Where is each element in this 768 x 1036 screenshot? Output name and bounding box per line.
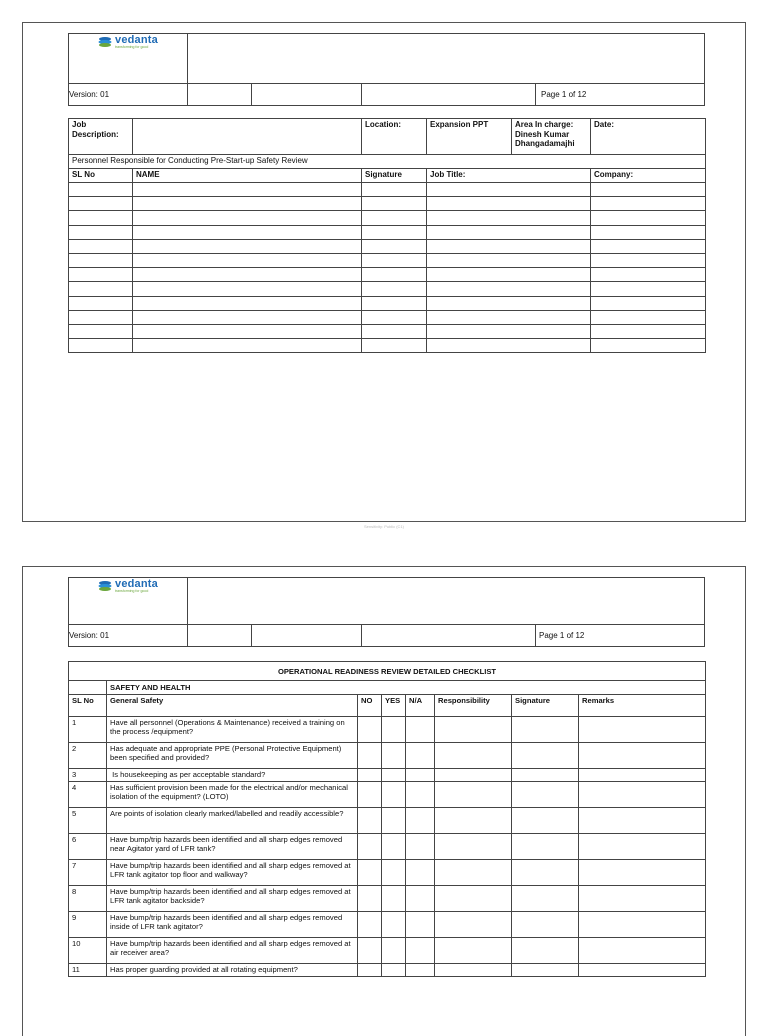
checklist-row xyxy=(69,938,706,964)
no-cell[interactable] xyxy=(358,938,382,964)
checklist-row xyxy=(69,912,706,938)
yes-cell[interactable] xyxy=(382,782,406,808)
personnel-cell[interactable] xyxy=(133,324,362,338)
personnel-cell[interactable] xyxy=(362,268,427,282)
no-cell[interactable] xyxy=(358,808,382,834)
checklist-rows xyxy=(69,717,706,977)
na-cell[interactable] xyxy=(406,717,435,743)
personnel-row xyxy=(69,324,706,338)
personnel-row xyxy=(69,197,706,211)
personnel-cell[interactable] xyxy=(69,339,133,353)
yes-cell[interactable] xyxy=(382,769,406,782)
personnel-heading: Personnel Responsible for Conducting Pre-Start-up Safety Review xyxy=(69,155,706,169)
brand-tagline: transforming for good xyxy=(115,589,149,593)
personnel-header-row: SL No NAME Signature Job Title: Company: xyxy=(69,169,706,183)
signature-cell[interactable] xyxy=(512,717,579,743)
na-cell[interactable] xyxy=(406,743,435,769)
na-cell[interactable] xyxy=(406,782,435,808)
yes-cell[interactable] xyxy=(382,938,406,964)
checklist-row xyxy=(69,834,706,860)
personnel-row xyxy=(69,183,706,197)
row-number: 11 xyxy=(69,964,107,977)
responsibility-cell[interactable] xyxy=(435,964,512,977)
checklist-title: OPERATIONAL READINESS REVIEW DETAILED CHECKLIST xyxy=(69,662,706,681)
responsibility-cell[interactable] xyxy=(435,912,512,938)
personnel-cell[interactable] xyxy=(69,239,133,253)
responsibility-cell[interactable] xyxy=(435,886,512,912)
na-cell[interactable] xyxy=(406,964,435,977)
remarks-cell[interactable] xyxy=(579,912,706,938)
no-cell[interactable] xyxy=(358,912,382,938)
personnel-cell[interactable] xyxy=(133,183,362,197)
personnel-cell[interactable] xyxy=(69,324,133,338)
header-title-cell-2 xyxy=(188,578,705,625)
no-cell[interactable] xyxy=(358,964,382,977)
document-page-1 xyxy=(22,22,746,522)
personnel-cell[interactable] xyxy=(427,282,591,296)
personnel-cell[interactable] xyxy=(133,268,362,282)
row-number: 6 xyxy=(69,834,107,860)
personnel-cell[interactable] xyxy=(362,310,427,324)
personnel-cell[interactable] xyxy=(69,225,133,239)
brand-name: vedanta xyxy=(115,34,158,46)
checklist-question: Have bump/trip hazards been identified and all sharp edges removed near Agitator yard of LFR tank? xyxy=(107,834,358,860)
personnel-blank-rows xyxy=(69,183,706,353)
na-cell[interactable] xyxy=(406,808,435,834)
no-cell[interactable] xyxy=(358,769,382,782)
personnel-cell[interactable] xyxy=(133,239,362,253)
signature-cell[interactable] xyxy=(512,834,579,860)
personnel-cell[interactable] xyxy=(591,282,706,296)
section-heading: SAFETY AND HEALTH xyxy=(107,681,706,695)
personnel-cell[interactable] xyxy=(591,310,706,324)
document-page-2 xyxy=(22,566,746,1036)
personnel-cell[interactable] xyxy=(69,310,133,324)
personnel-cell[interactable] xyxy=(133,197,362,211)
remarks-cell[interactable] xyxy=(579,743,706,769)
personnel-cell[interactable] xyxy=(69,268,133,282)
remarks-cell[interactable] xyxy=(579,782,706,808)
checklist-question: Has sufficient provision been made for the electrical and/or mechanical isolation of the equipment? (LOTO) xyxy=(107,782,358,808)
na-cell[interactable] xyxy=(406,834,435,860)
personnel-row xyxy=(69,268,706,282)
personnel-cell[interactable] xyxy=(362,339,427,353)
personnel-cell[interactable] xyxy=(362,239,427,253)
personnel-row xyxy=(69,225,706,239)
remarks-cell[interactable] xyxy=(579,808,706,834)
date-label: Date: xyxy=(591,119,706,155)
personnel-cell[interactable] xyxy=(427,225,591,239)
row-number: 9 xyxy=(69,912,107,938)
personnel-cell[interactable] xyxy=(133,225,362,239)
sensitivity-mark: Sensitivity: Public (C1) xyxy=(363,524,404,529)
yes-cell[interactable] xyxy=(382,808,406,834)
checklist-question: Have bump/trip hazards been identified and all sharp edges removed inside of LFR tank agitator? xyxy=(107,912,358,938)
yes-cell[interactable] xyxy=(382,717,406,743)
yes-cell[interactable] xyxy=(382,743,406,769)
no-cell[interactable] xyxy=(358,717,382,743)
responsibility-cell[interactable] xyxy=(435,938,512,964)
personnel-cell[interactable] xyxy=(69,282,133,296)
vedanta-logo-icon xyxy=(98,36,112,48)
checklist-question: Has adequate and appropriate PPE (Personal Protective Equipment) been specified and provided? xyxy=(107,743,358,769)
personnel-cell[interactable] xyxy=(591,296,706,310)
signature-cell[interactable] xyxy=(512,743,579,769)
checklist-row xyxy=(69,717,706,743)
personnel-cell[interactable] xyxy=(362,197,427,211)
row-number: 4 xyxy=(69,782,107,808)
personnel-cell[interactable] xyxy=(362,324,427,338)
document-header-table xyxy=(68,33,705,106)
responsibility-cell[interactable] xyxy=(435,782,512,808)
checklist-question: Has proper guarding provided at all rotating equipment? xyxy=(107,964,358,977)
personnel-cell[interactable] xyxy=(427,310,591,324)
personnel-cell[interactable] xyxy=(427,324,591,338)
checklist-question: Have bump/trip hazards been identified and all sharp edges removed at LFR tank agitator backside? xyxy=(107,886,358,912)
checklist-row xyxy=(69,769,706,782)
remarks-cell[interactable] xyxy=(579,860,706,886)
checklist-row xyxy=(69,743,706,769)
personnel-cell[interactable] xyxy=(133,296,362,310)
na-cell[interactable] xyxy=(406,938,435,964)
checklist-table xyxy=(68,661,706,977)
na-cell[interactable] xyxy=(406,769,435,782)
personnel-cell[interactable] xyxy=(591,324,706,338)
checklist-row xyxy=(69,808,706,834)
personnel-cell[interactable] xyxy=(427,197,591,211)
header-title-cell xyxy=(188,34,705,84)
signature-cell[interactable] xyxy=(512,912,579,938)
responsibility-cell[interactable] xyxy=(435,808,512,834)
brand-name: vedanta xyxy=(115,578,158,590)
personnel-cell[interactable] xyxy=(362,282,427,296)
vedanta-logo-icon xyxy=(98,580,112,592)
personnel-cell[interactable] xyxy=(427,183,591,197)
location-value: Expansion PPT xyxy=(427,119,512,155)
no-cell[interactable] xyxy=(358,743,382,769)
personnel-cell[interactable] xyxy=(427,268,591,282)
remarks-cell[interactable] xyxy=(579,938,706,964)
personnel-cell[interactable] xyxy=(591,197,706,211)
personnel-row xyxy=(69,211,706,225)
personnel-cell[interactable] xyxy=(427,296,591,310)
personnel-row xyxy=(69,239,706,253)
personnel-cell[interactable] xyxy=(69,296,133,310)
personnel-cell[interactable] xyxy=(133,211,362,225)
personnel-row xyxy=(69,339,706,353)
signature-cell[interactable] xyxy=(512,782,579,808)
row-number: 1 xyxy=(69,717,107,743)
signature-cell[interactable] xyxy=(512,886,579,912)
version-label: Version: 01 xyxy=(69,84,188,106)
area-in-charge: Area In charge: Dinesh Kumar Dhangadamajhi xyxy=(512,119,591,155)
remarks-cell[interactable] xyxy=(579,717,706,743)
yes-cell[interactable] xyxy=(382,860,406,886)
remarks-cell[interactable] xyxy=(579,769,706,782)
na-cell[interactable] xyxy=(406,912,435,938)
personnel-row xyxy=(69,310,706,324)
remarks-cell[interactable] xyxy=(579,964,706,977)
personnel-cell[interactable] xyxy=(362,296,427,310)
document-header-table-2 xyxy=(68,577,705,647)
row-number: 8 xyxy=(69,886,107,912)
logo-cell xyxy=(69,34,188,84)
personnel-cell[interactable] xyxy=(591,211,706,225)
checklist-question: Is housekeeping as per acceptable standard? xyxy=(107,769,358,782)
personnel-row xyxy=(69,253,706,267)
checklist-row xyxy=(69,860,706,886)
personnel-cell[interactable] xyxy=(133,339,362,353)
personnel-cell[interactable] xyxy=(591,183,706,197)
yes-cell[interactable] xyxy=(382,964,406,977)
na-cell[interactable] xyxy=(406,860,435,886)
personnel-cell[interactable] xyxy=(69,183,133,197)
personnel-cell[interactable] xyxy=(362,253,427,267)
personnel-cell[interactable] xyxy=(591,225,706,239)
personnel-cell[interactable] xyxy=(591,268,706,282)
personnel-cell[interactable] xyxy=(133,310,362,324)
personnel-cell[interactable] xyxy=(362,183,427,197)
job-description-label: Job Description: xyxy=(69,119,133,155)
personnel-table xyxy=(68,118,706,353)
row-number: 2 xyxy=(69,743,107,769)
signature-cell[interactable] xyxy=(512,808,579,834)
personnel-cell[interactable] xyxy=(427,239,591,253)
personnel-cell[interactable] xyxy=(591,339,706,353)
personnel-cell[interactable] xyxy=(69,197,133,211)
logo-cell-2 xyxy=(69,578,188,625)
personnel-cell[interactable] xyxy=(133,253,362,267)
na-cell[interactable] xyxy=(406,886,435,912)
row-number: 3 xyxy=(69,769,107,782)
personnel-cell[interactable] xyxy=(427,253,591,267)
signature-cell[interactable] xyxy=(512,860,579,886)
checklist-row xyxy=(69,886,706,912)
checklist-question: Have all personnel (Operations & Maintenance) received a training on the process /equipment? xyxy=(107,717,358,743)
signature-cell[interactable] xyxy=(512,964,579,977)
responsibility-cell[interactable] xyxy=(435,743,512,769)
responsibility-cell[interactable] xyxy=(435,769,512,782)
signature-cell[interactable] xyxy=(512,769,579,782)
job-description-value xyxy=(133,119,362,155)
checklist-row xyxy=(69,782,706,808)
personnel-cell[interactable] xyxy=(427,211,591,225)
responsibility-cell[interactable] xyxy=(435,834,512,860)
row-number: 7 xyxy=(69,860,107,886)
remarks-cell[interactable] xyxy=(579,886,706,912)
personnel-cell[interactable] xyxy=(362,225,427,239)
responsibility-cell[interactable] xyxy=(435,717,512,743)
page-number: Page 1 of 12 xyxy=(536,625,705,647)
yes-cell[interactable] xyxy=(382,912,406,938)
checklist-question: Have bump/trip hazards been identified and all sharp edges removed at air receiver area? xyxy=(107,938,358,964)
personnel-cell[interactable] xyxy=(69,253,133,267)
yes-cell[interactable] xyxy=(382,886,406,912)
page-number: Page 1 of 12 xyxy=(536,84,705,106)
no-cell[interactable] xyxy=(358,860,382,886)
version-label: Version: 01 xyxy=(69,625,188,647)
row-number: 10 xyxy=(69,938,107,964)
checklist-question: Are points of isolation clearly marked/labelled and readily accessible? xyxy=(107,808,358,834)
personnel-cell[interactable] xyxy=(591,239,706,253)
remarks-cell[interactable] xyxy=(579,834,706,860)
checklist-row xyxy=(69,964,706,977)
no-cell[interactable] xyxy=(358,782,382,808)
personnel-row xyxy=(69,282,706,296)
row-number: 5 xyxy=(69,808,107,834)
yes-cell[interactable] xyxy=(382,834,406,860)
personnel-cell[interactable] xyxy=(69,211,133,225)
personnel-cell[interactable] xyxy=(362,211,427,225)
brand-tagline: transforming for good xyxy=(115,45,149,49)
personnel-cell[interactable] xyxy=(591,253,706,267)
signature-cell[interactable] xyxy=(512,938,579,964)
no-cell[interactable] xyxy=(358,886,382,912)
location-label: Location: xyxy=(362,119,427,155)
checklist-header-row: SL No General Safety NO YES N/A Responsibility Signature Remarks xyxy=(69,695,706,717)
personnel-cell[interactable] xyxy=(427,339,591,353)
no-cell[interactable] xyxy=(358,834,382,860)
checklist-question: Have bump/trip hazards been identified and all sharp edges removed at LFR tank agitator top floor and walkway? xyxy=(107,860,358,886)
responsibility-cell[interactable] xyxy=(435,860,512,886)
personnel-row xyxy=(69,296,706,310)
personnel-cell[interactable] xyxy=(133,282,362,296)
